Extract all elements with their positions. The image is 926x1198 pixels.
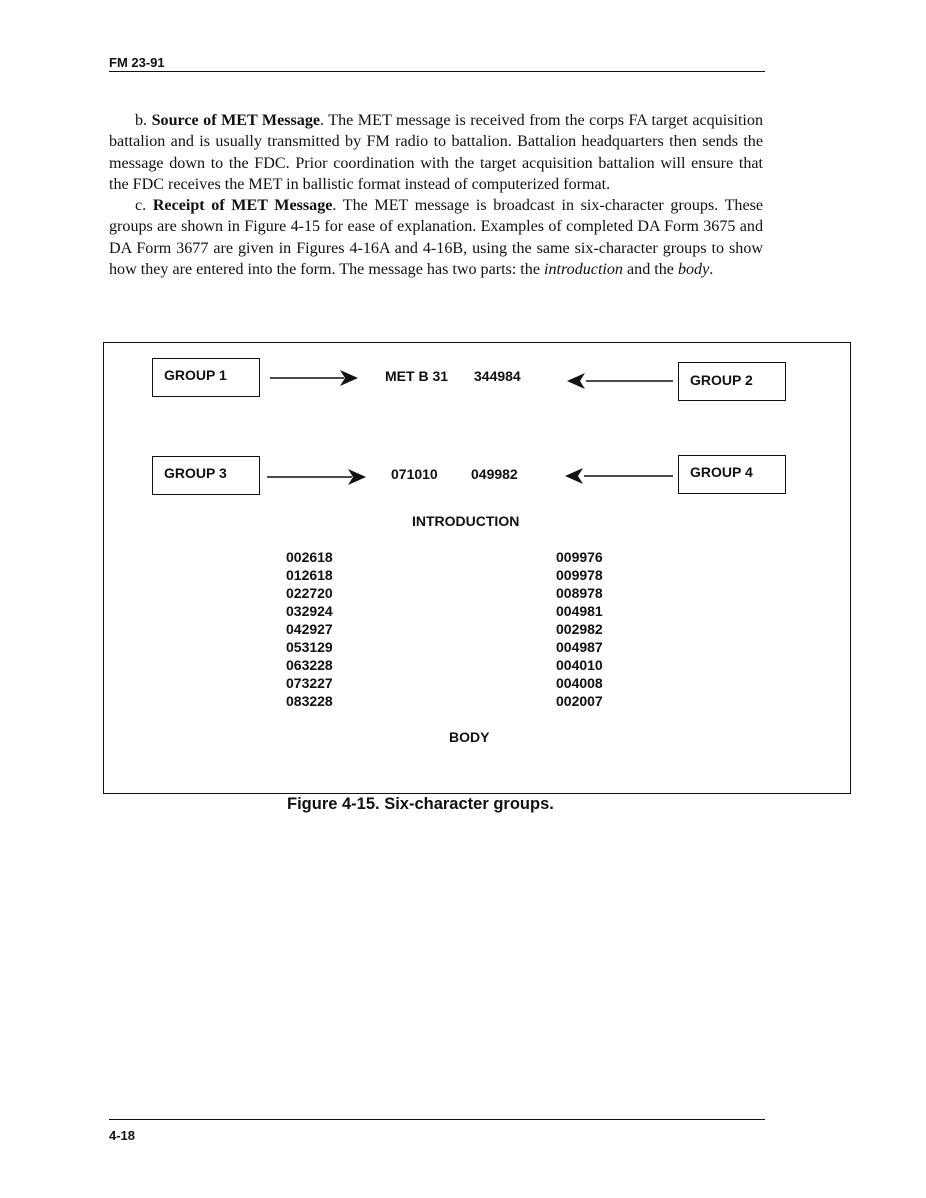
body-right-value: 004010	[556, 657, 603, 673]
body-left-value: 022720	[286, 585, 333, 601]
paragraph-c-italic-introduction: introduction	[544, 261, 623, 279]
body-left-value: 063228	[286, 657, 333, 673]
body-right-value: 002982	[556, 621, 603, 637]
body-right-value: 008978	[556, 585, 603, 601]
body-right-column	[556, 548, 603, 710]
row2-right-value: 049982	[471, 466, 518, 482]
body-left-value: 042927	[286, 621, 333, 637]
body-left-value: 032924	[286, 603, 333, 619]
body-left-value: 083228	[286, 693, 333, 709]
page-number: 4-18	[109, 1128, 136, 1143]
group-4-box: GROUP 4	[678, 455, 786, 494]
body-right-value: 004008	[556, 675, 603, 691]
introduction-label: INTRODUCTION	[412, 513, 520, 529]
header-manual-id: FM 23-91	[109, 55, 165, 70]
body-left-value: 012618	[286, 567, 333, 583]
figure-frame	[103, 342, 851, 794]
figure-caption: Figure 4-15. Six-character groups.	[287, 795, 554, 813]
footer-rule	[109, 1119, 765, 1120]
paragraph-b-text: . The MET message is received from the corps FA target acquisition battalion and is usually transmitted by FM radio to battalion. Battalion headquarters then sends the message down to the FDC. Prior coordination with the target acquisition battalion will ensure that the FDC receives the MET in ballistic format instead of computerized format.	[109, 112, 763, 193]
group-1-box: GROUP 1	[152, 358, 260, 397]
paragraph-b-label: b.	[135, 112, 148, 129]
body-right-value: 002007	[556, 693, 603, 709]
body-right-value: 004981	[556, 603, 603, 619]
body-left-value: 053129	[286, 639, 333, 655]
paragraph-c-text-3: .	[709, 261, 714, 279]
paragraph-b-heading: Source of MET Message	[151, 112, 321, 129]
row1-right-value: 344984	[474, 368, 521, 384]
body-text	[109, 110, 763, 280]
row1-left-value: MET B 31	[385, 368, 449, 384]
body-label: BODY	[449, 729, 490, 745]
body-right-value: 009978	[556, 567, 603, 583]
body-right-value: 009976	[556, 549, 603, 565]
paragraph-c-label: c.	[135, 197, 147, 215]
paragraph-c-text-2: and the	[622, 261, 678, 279]
body-right-value: 004987	[556, 639, 603, 655]
body-left-value: 073227	[286, 675, 333, 691]
body-left-column	[286, 548, 333, 710]
paragraph-c-italic-body: body	[677, 261, 710, 279]
paragraph-b	[109, 110, 763, 195]
group-2-box: GROUP 2	[678, 362, 786, 401]
paragraph-c-heading: Receipt of MET Message	[152, 197, 333, 215]
paragraph-c	[109, 195, 763, 280]
row2-left-value: 071010	[391, 466, 438, 482]
body-left-value: 002618	[286, 549, 333, 565]
header-rule	[109, 71, 765, 72]
paragraph-c-text-1: . The MET message is broadcast in six-character groups. These groups are shown in Figure 4-15 for ease of explanation. Examples of completed DA Form 3675 and DA Form 3677 are given in Figures 4-16A and 4-16B, using the same six-character groups to show how they are entered into the form. The message has two parts: the	[109, 197, 763, 279]
group-3-box: GROUP 3	[152, 456, 260, 495]
